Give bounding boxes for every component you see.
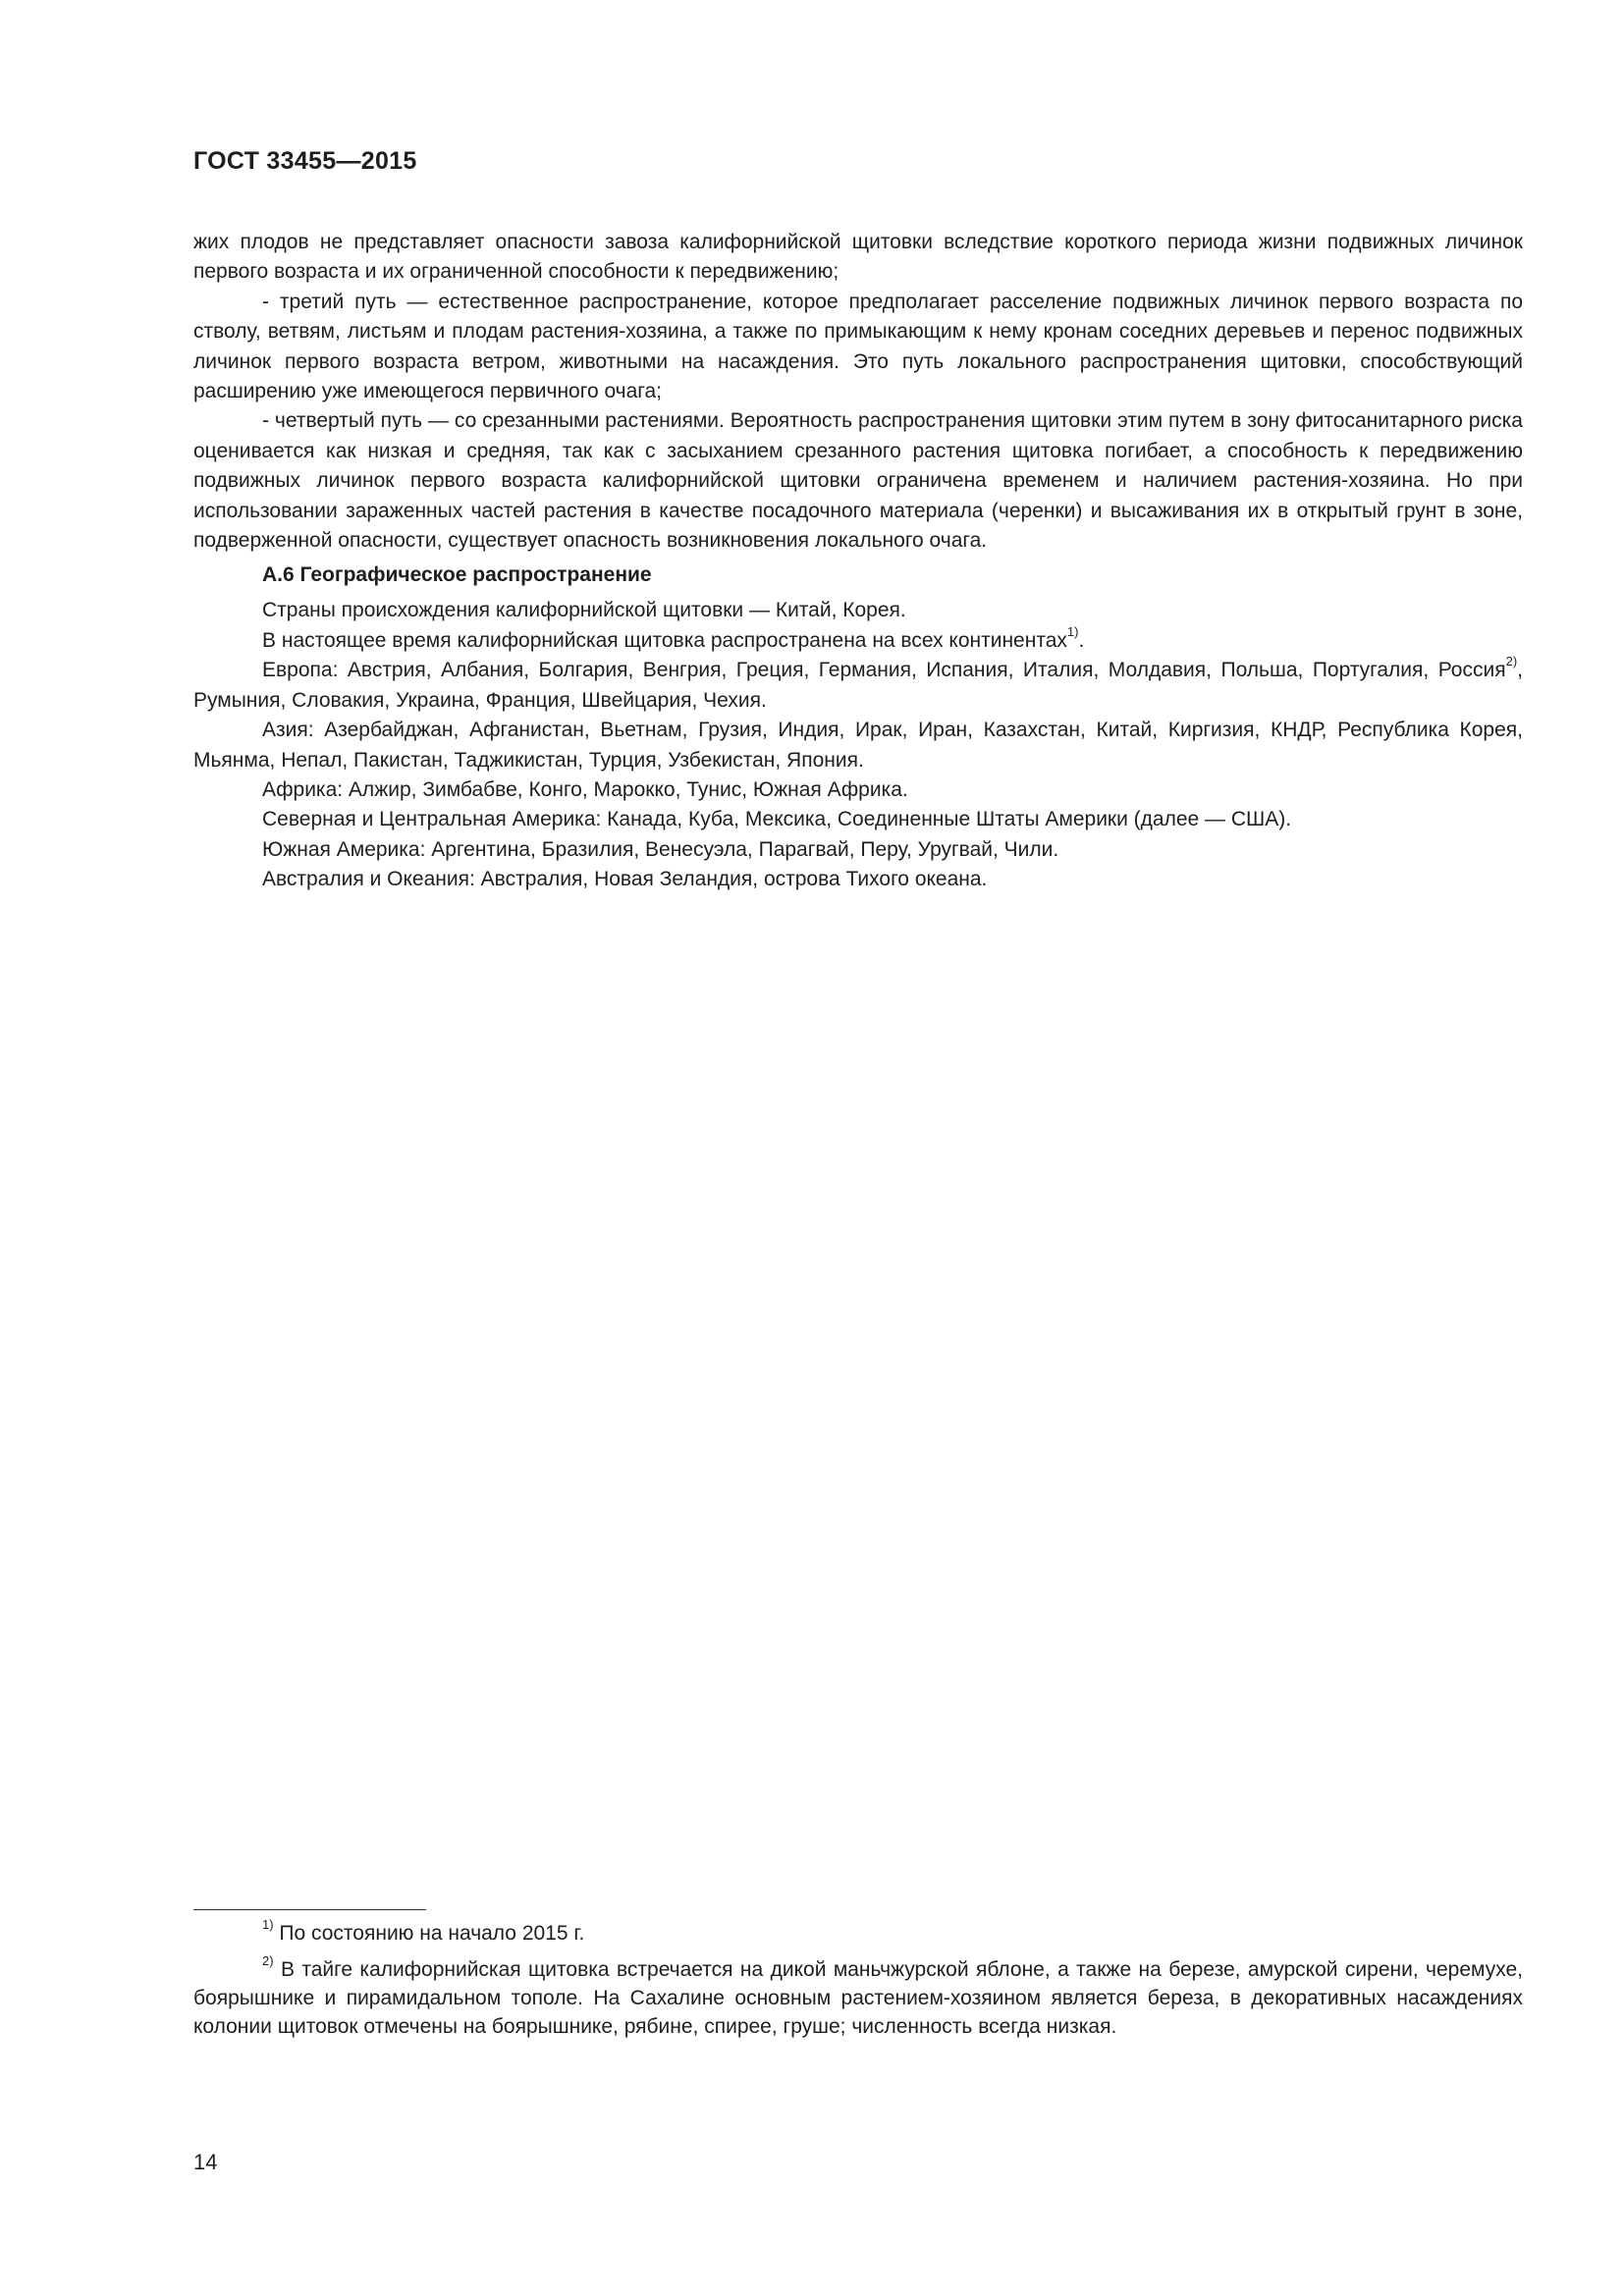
europe-text-end: , Румыния, Словакия, Украина, Франция, Швейцария, Чехия. xyxy=(193,659,1523,712)
current-text-end: . xyxy=(1078,628,1085,652)
paragraph-asia: Азия: Азербайджан, Афганистан, Вьетнам, Грузия, Индия, Ирак, Иран, Казахстан, Китай, Киргизия, КНДР, Республика Корея, Мьянма, Непал, Пакистан, Таджикистан, Турция, Узбекистан, Япония. xyxy=(193,719,1523,772)
page-number: 14 xyxy=(193,2150,218,2174)
current-text: В настоящее время калифорнийская щитовка распространена на всех континентах xyxy=(262,628,1067,652)
footnote-ref-2[interactable]: 2) xyxy=(1505,654,1518,669)
footnotes xyxy=(193,1919,1523,2049)
footnote-1 xyxy=(193,1919,1523,1948)
footnote-1-mark: 1) xyxy=(262,1917,274,1932)
paragraph-africa: Африка: Алжир, Зимбабве, Конго, Марокко, Тунис, Южная Африка. xyxy=(262,777,908,801)
footnote-divider xyxy=(193,1909,426,1910)
paragraph-current-distribution xyxy=(193,623,1523,656)
europe-text: Европа: Австрия, Албания, Болгария, Венгрия, Греция, Германия, Испания, Италия, Молдавия, Польша, Португалия, Россия xyxy=(262,659,1506,682)
document-header: ГОСТ 33455—2015 xyxy=(193,147,417,175)
paragraph-continuation: жих плодов не представляет опасности завоза калифорнийской щитовки вследствие короткого периода жизни подвижных личинок первого возраста и их ограниченной способности к передвижению; xyxy=(193,231,1523,284)
paragraph-fourth-path: - четвертый путь — со срезанными растениями. Вероятность распространения щитовки этим путем в зону фитосанитарного риска оценивается как низкая и средняя, так как с засыханием срезанного растения щитовка погибает, а способность к передвижению подвижных личинок первого возраста калифорнийской щитовки ограничена временем и наличием растения-хозяина. Но при использовании зараженных частей растения в качестве посадочного материала (черенки) и высаживания их в открытый грунт в зоне, подверженной опасности, существует опасность возникновения локального очага. xyxy=(193,409,1523,553)
footnote-1-text: По состоянию на начало 2015 г. xyxy=(273,1922,585,1945)
section-heading: А.6 Географическое распространение xyxy=(262,563,652,587)
paragraph-third-path: - третий путь — естественное распространение, которое предполагает расселение подвижных личинок первого возраста по стволу, ветвям, листьям и плодам растения-хозяина, а также по примыкающим к нему кронам соседних деревьев и перенос подвижных личинок первого возраста ветром, животными на насаждения. Это путь локального распространения щитовки, способствующий расширению уже имеющегося первичного очага; xyxy=(193,290,1523,403)
footnote-2-mark: 2) xyxy=(262,1953,274,1968)
footnote-2-text: В тайге калифорнийская щитовка встречается на дикой маньчжурской яблоне, а также на березе, амурской сирени, черемухе, боярышнике и пирамидальном тополе. На Сахалине основным растением-хозяином является береза, в декоративных насаждениях колонии щитовок отмечены на боярышнике, рябине, спирее, груше; численность всегда низкая. xyxy=(193,1958,1523,2038)
paragraph-oceania: Австралия и Океания: Австралия, Новая Зеландия, острова Тихого океана. xyxy=(262,868,988,891)
paragraph-south-america: Южная Америка: Аргентина, Бразилия, Венесуэла, Парагвай, Перу, Уругвай, Чили. xyxy=(262,837,1059,861)
paragraph-europe xyxy=(193,656,1523,716)
body-text xyxy=(193,228,1523,895)
paragraph-origin: Страны происхождения калифорнийской щитовки — Китай, Корея. xyxy=(262,599,906,622)
paragraph-north-america: Северная и Центральная Америка: Канада, Куба, Мексика, Соединенные Штаты Америки (далее — США). xyxy=(262,808,1292,831)
footnote-2 xyxy=(193,1955,1523,2041)
footnote-ref-1[interactable]: 1) xyxy=(1066,623,1079,639)
